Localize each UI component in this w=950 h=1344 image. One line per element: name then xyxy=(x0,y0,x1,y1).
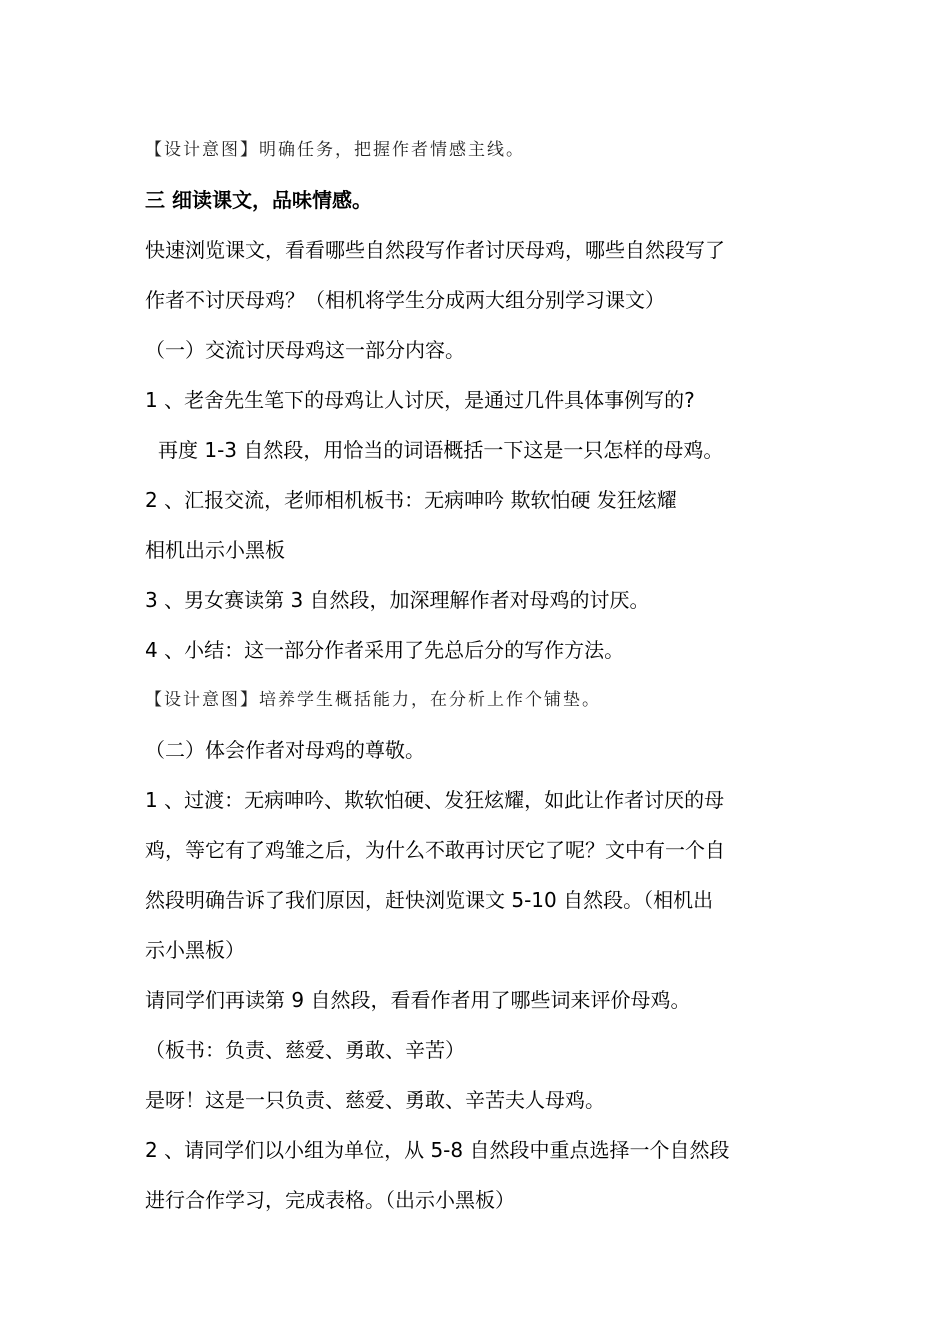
paragraph-line: 鸡，等它有了鸡雏之后，为什么不敢再讨厌它了呢？文中有一个自 xyxy=(145,838,725,862)
paragraph-line: 1 、过渡：无病呻吟、欺软怕硬、发狂炫耀，如此让作者讨厌的母 xyxy=(145,788,725,812)
paragraph-line: 然段明确告诉了我们原因，赶快浏览课文 5-10 自然段。（相机出 xyxy=(145,888,714,912)
paragraph-line: 1 、老舍先生笔下的母鸡让人讨厌，是通过几件具体事例写的? xyxy=(145,388,695,412)
paragraph-line: （板书：负责、慈爱、勇敢、辛苦） xyxy=(145,1038,465,1062)
paragraph-line: 再度 1-3 自然段，用恰当的词语概括一下这是一只怎样的母鸡。 xyxy=(158,438,724,462)
paragraph-line: 作者不讨厌母鸡？（相机将学生分成两大组分别学习课文） xyxy=(145,288,665,312)
paragraph-line: 2 、请同学们以小组为单位，从 5-8 自然段中重点选择一个自然段 xyxy=(145,1138,730,1162)
paragraph-line: 3 、男女赛读第 3 自然段，加深理解作者对母鸡的讨厌。 xyxy=(145,588,650,612)
paragraph-line: 快速浏览课文，看看哪些自然段写作者讨厌母鸡，哪些自然段写了 xyxy=(145,238,725,262)
subsection-heading: （二）体会作者对母鸡的尊敬。 xyxy=(145,738,425,762)
paragraph-line: 4 、小结：这一部分作者采用了先总后分的写作方法。 xyxy=(145,638,625,662)
subsection-heading: （一）交流讨厌母鸡这一部分内容。 xyxy=(145,338,465,362)
paragraph-line: 是呀！这是一只负责、慈爱、勇敢、辛苦夫人母鸡。 xyxy=(145,1088,605,1112)
section-heading: 三 细读课文，品味情感。 xyxy=(145,188,372,212)
paragraph-line: 2 、汇报交流，老师相机板书：无病呻吟 欺软怕硬 发狂炫耀 xyxy=(145,488,677,512)
design-intent-note: 【设计意图】培养学生概括能力，在分析上作个铺垫。 xyxy=(145,690,601,710)
paragraph-line: 示小黑板） xyxy=(145,938,245,962)
paragraph-line: 进行合作学习，完成表格。（出示小黑板） xyxy=(145,1188,515,1212)
paragraph-line: 相机出示小黑板 xyxy=(145,538,285,562)
design-intent-note: 【设计意图】明确任务，把握作者情感主线。 xyxy=(145,140,525,160)
paragraph-line: 请同学们再读第 9 自然段，看看作者用了哪些词来评价母鸡。 xyxy=(145,988,691,1012)
